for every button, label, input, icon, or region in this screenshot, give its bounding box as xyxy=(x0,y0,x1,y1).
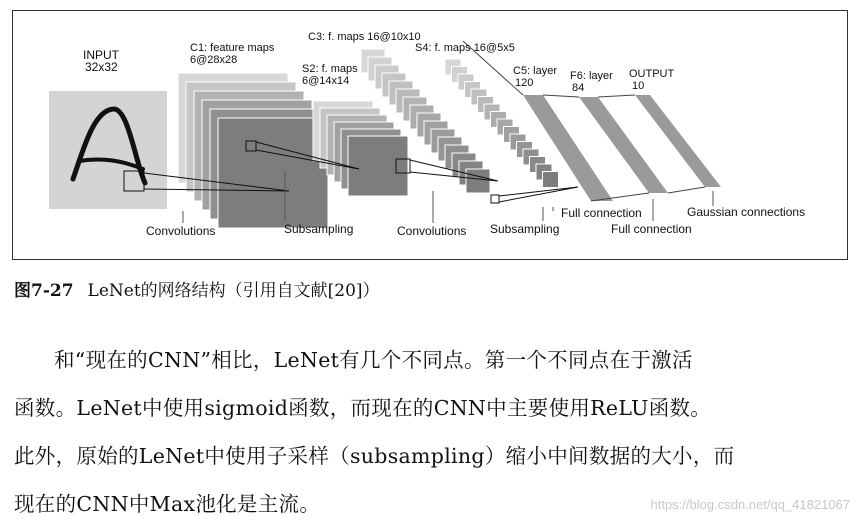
paragraph-line-4: 现在的CNN中Max池化是主流。 xyxy=(14,492,321,516)
f6-size: 84 xyxy=(572,82,585,94)
s2-title: S2: f. maps xyxy=(302,63,358,75)
paragraph-line-2: 函数。LeNet中使用sigmoid函数，而现在的CNN中主要使用ReLU函数。 xyxy=(14,396,712,420)
c1-title: C1: feature maps xyxy=(190,42,275,54)
s2-size: 6@14x14 xyxy=(302,75,350,87)
op-convolutions-2: Convolutions xyxy=(397,224,467,238)
diagram-shapes xyxy=(49,41,721,228)
s4-title: S4: f. maps 16@5x5 xyxy=(415,42,515,54)
input-title: INPUT xyxy=(83,48,119,62)
c1-map xyxy=(218,118,328,228)
input-size: 32x32 xyxy=(85,60,118,74)
f6-title: F6: layer xyxy=(570,70,613,82)
sub2-receptive-field xyxy=(491,195,499,203)
op-full-connection-1: Full connection xyxy=(561,206,642,220)
op-full-connection-2: Full connection xyxy=(611,222,692,236)
f6-out-line xyxy=(668,187,705,193)
c5-size: 120 xyxy=(515,77,534,89)
f6-out-top-line xyxy=(598,95,635,97)
watermark: https://blog.csdn.net/qq_41821067 xyxy=(650,497,850,512)
c3-map xyxy=(466,169,490,193)
figure-frame xyxy=(12,10,848,260)
op-subsampling-2: Subsampling xyxy=(490,222,560,236)
c3-title: C3: f. maps 16@10x10 xyxy=(308,31,421,43)
paragraph-line-3: 此外，原始的LeNet中使用子采样（subsampling）缩小中间数据的大小，而 xyxy=(14,444,735,468)
s4-map xyxy=(543,172,559,188)
paragraph-line-1 xyxy=(14,343,693,373)
op-subsampling-1: Subsampling xyxy=(284,222,354,236)
caption-number: 图7-27 xyxy=(14,281,74,301)
output-title: OUTPUT xyxy=(629,68,675,80)
sub2-projection xyxy=(499,187,578,202)
s2-map xyxy=(348,136,408,196)
op-gaussian-connections: Gaussian connections xyxy=(687,205,806,219)
c1-size: 6@28x28 xyxy=(190,54,238,66)
output-size: 10 xyxy=(632,80,645,92)
paragraph-line-1-text: 和“现在的CNN”相比，LeNet有几个不同点。第一个不同点在于激活 xyxy=(54,348,693,372)
c5-f6-top-line xyxy=(543,95,579,97)
figure-caption xyxy=(14,276,380,301)
c5-title: C5: layer xyxy=(513,65,558,77)
op-convolutions-1: Convolutions xyxy=(146,224,216,238)
caption-text: LeNet的网络结构（引用自文献[20]） xyxy=(87,281,380,301)
lenet-diagram xyxy=(13,11,849,261)
